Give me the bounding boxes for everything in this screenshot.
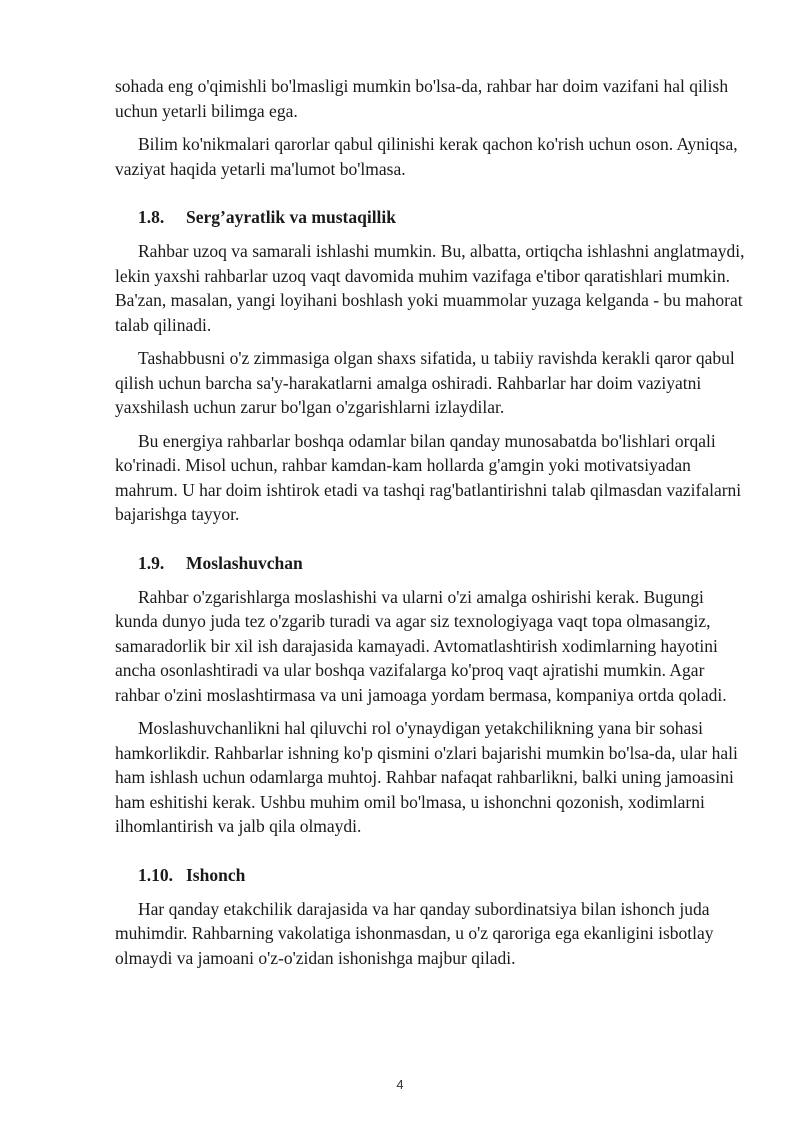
page-number: 4	[396, 1077, 404, 1092]
section-number: 1.9.	[138, 552, 165, 573]
paragraph-continuation: sohada eng o'qimishli bo'lmasligi mumkin bo'lsa-da, rahbar har doim vazifani hal qilish uchun yetarli bilimga ega.	[115, 76, 729, 121]
paragraph: Bilim ko'nikmalari qarorlar qabul qilinishi kerak qachon ko'rish uchun oson. Ayniqsa, vaziyat haqida yetarli ma'lumot bo'lmasa.	[115, 134, 738, 179]
section-title: Serg’ayratlik va mustaqillik	[186, 207, 397, 227]
paragraph: Tashabbusni o'z zimmasiga olgan shaxs sifatida, u tabiiy ravishda kerakli qaror qabul qilish uchun barcha sa'y-harakatlarni amalga oshiradi. Rahbarlar har doim vaziyatni yaxshilash uchun zarur bo'lgan o'zgarishlarni izlaydilar.	[115, 348, 735, 417]
section-title: Ishonch	[186, 864, 246, 885]
paragraph: Rahbar uzoq va samarali ishlashi mumkin. Bu, albatta, ortiqcha ishlashni anglatmaydi, lekin yaxshi rahbarlar uzoq vaqt davomida muhim vazifaga e'tibor qaratishlari mumkin. Ba'zan, masalan, yangi loyihani boshlash yoki muammolar yuzaga kelganda - bu mahorat talab qilinadi.	[115, 241, 745, 335]
section-heading-1-10	[115, 863, 745, 887]
section-number: 1.10.	[138, 864, 173, 885]
section-heading-1-9	[115, 551, 745, 575]
section-title: Moslashuvchan	[186, 552, 303, 573]
paragraph: Rahbar o'zgarishlarga moslashishi va ularni o'zi amalga oshirishi kerak. Bugungi kunda dunyo juda tez o'zgarib turadi va agar siz texnologiyaga vaqt topa olmasangiz, samaradorlik bir xil ish darajasida kamayadi. Avtomatlashtirish xodimlarning hayotini ancha osonlashtiradi va ular boshqa vazifalarga ko'proq vaqt ajratishi mumkin. Agar rahbar o'zini moslashtirmasa va uni jamoaga yordam bermasa, kompaniya ortda qoladi.	[115, 586, 727, 705]
document-page	[115, 74, 745, 979]
section-heading-1-8	[115, 205, 745, 229]
paragraph: Bu energiya rahbarlar boshqa odamlar bilan qanday munosabatda bo'lishlari orqali ko'rinadi. Misol uchun, rahbar kamdan-kam hollarda g'amgin yoki motivatsiyadan mahrum. U har doim ishtirok etadi va tashqi rag'batlantirishni talab qilmasdan vazifalarni bajarishga tayyor.	[115, 430, 742, 524]
section-number: 1.8.	[138, 207, 165, 227]
paragraph: Moslashuvchanlikni hal qiluvchi rol o'ynaydigan yetakchilikning yana bir sohasi hamkorlikdir. Rahbarlar ishning ko'p qismini o'zlari bajarishi mumkin bo'lsa-da, ular hali ham ishlash uchun odamlarga muhtoj. Rahbar nafaqat rahbarlikni, balki uning jamoasini ham eshitishi kerak. Ushbu muhim omil bo'lmasa, u ishonchni qozonish, xodimlarni ilhomlantirish va jalb qila olmaydi.	[115, 718, 738, 836]
paragraph: Har qanday etakchilik darajasida va har qanday subordinatsiya bilan ishonch juda muhimdir. Rahbarning vakolatiga ishonmasdan, u o'z qaroriga ega ekanligini isbotlay olmaydi va jamoani o'z-o'zidan ishonishga majbur qiladi.	[115, 898, 714, 968]
